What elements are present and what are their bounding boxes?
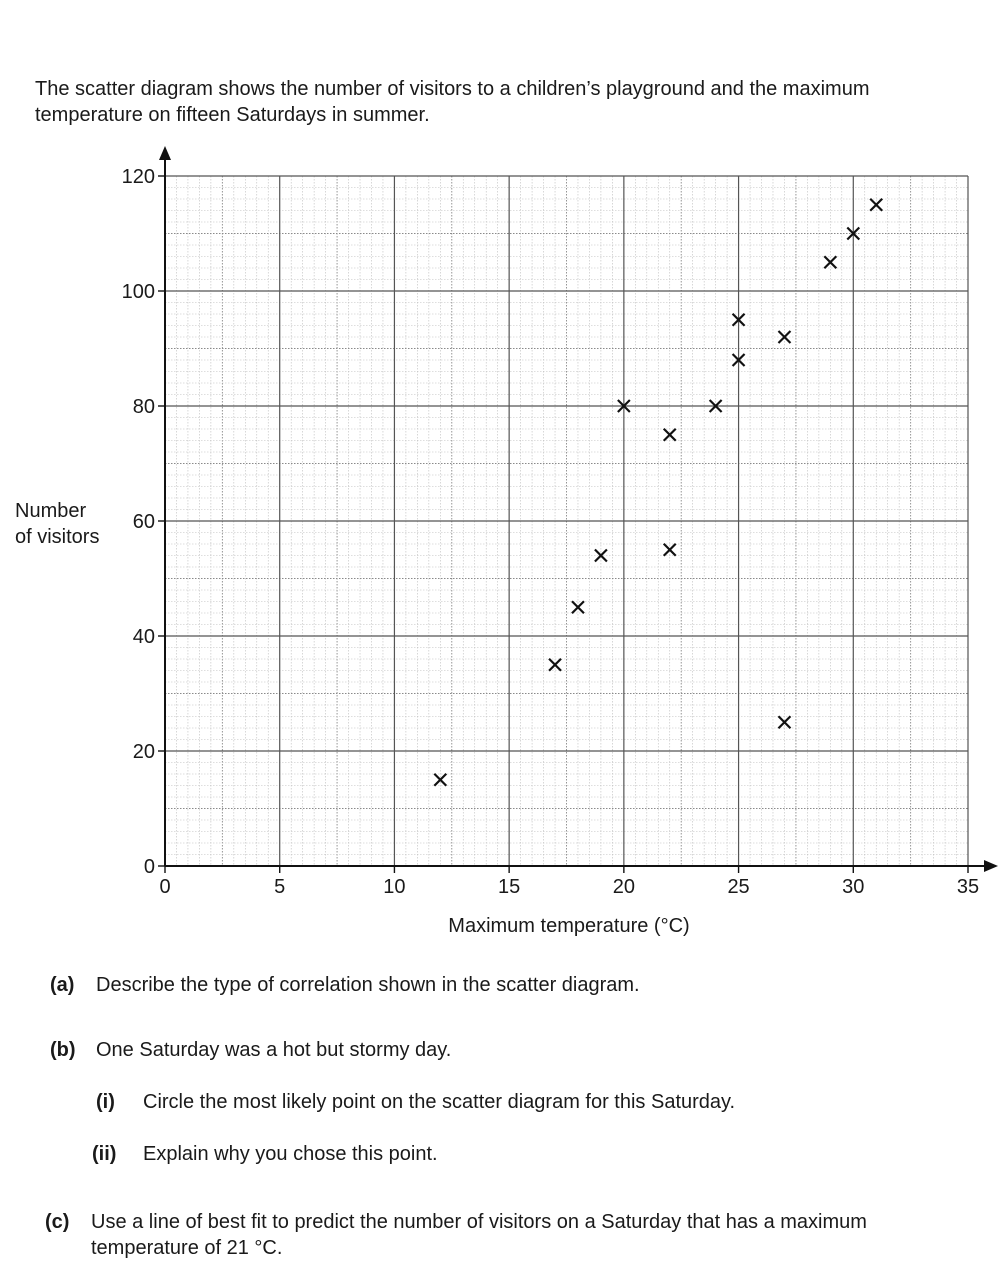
- question-a-text: Describe the type of correlation shown in the scatter diagram.: [96, 974, 640, 996]
- y-tick-label: 40: [132, 626, 155, 648]
- data-point-cross: [434, 774, 446, 786]
- question-c: [45, 1209, 985, 1261]
- question-b-ii-label: (ii): [92, 1143, 117, 1165]
- y-axis-label-line-1: Number: [15, 500, 87, 522]
- y-tick-label: 120: [121, 166, 155, 188]
- axes: [159, 146, 998, 872]
- question-a-label: (a): [50, 974, 75, 996]
- x-tick-label: 35: [956, 876, 980, 898]
- question-c-label: (c): [45, 1211, 70, 1233]
- scatter-diagram: [0, 130, 1004, 950]
- y-axis-arrow-icon: [159, 146, 171, 160]
- y-tick-label: 100: [121, 281, 155, 303]
- x-tick-label: 30: [842, 876, 865, 898]
- y-axis-label-line-2: of visitors: [15, 526, 100, 548]
- x-tick-label: 15: [498, 876, 521, 898]
- y-tick-label: 80: [132, 396, 155, 418]
- question-b-ii: [92, 1141, 438, 1167]
- x-tick-label: 25: [727, 876, 750, 898]
- x-tick-label: 5: [274, 876, 286, 898]
- y-tick-label: 60: [132, 511, 155, 533]
- question-b-i-label: (i): [96, 1091, 115, 1113]
- question-c-line-2: temperature of 21 °C.: [91, 1237, 283, 1259]
- x-axis-label: Maximum temperature (°C): [448, 915, 690, 937]
- question-b: [50, 1037, 451, 1063]
- intro-text: [35, 76, 985, 128]
- question-b-label: (b): [50, 1039, 76, 1061]
- x-axis-arrow-icon: [984, 860, 998, 872]
- x-tick-label: 20: [612, 876, 635, 898]
- x-tick-label: 0: [159, 876, 171, 898]
- question-b-ii-text: Explain why you chose this point.: [143, 1143, 438, 1165]
- intro-line-1: The scatter diagram shows the number of visitors to a children’s playground and the maximum: [35, 78, 870, 100]
- tick-labels: [122, 166, 980, 898]
- question-c-line-1: Use a line of best fit to predict the number of visitors on a Saturday that has a maximum: [91, 1211, 867, 1233]
- question-b-i: [96, 1089, 735, 1115]
- question-b-i-text: Circle the most likely point on the scatter diagram for this Saturday.: [143, 1091, 736, 1113]
- question-b-text: One Saturday was a hot but stormy day.: [96, 1039, 452, 1061]
- data-point-cross: [664, 429, 676, 441]
- question-a: [50, 972, 640, 998]
- y-tick-label: 0: [143, 856, 155, 878]
- x-tick-label: 10: [383, 876, 406, 898]
- intro-line-2: temperature on fifteen Saturdays in summer.: [35, 104, 430, 126]
- y-tick-label: 20: [132, 741, 155, 763]
